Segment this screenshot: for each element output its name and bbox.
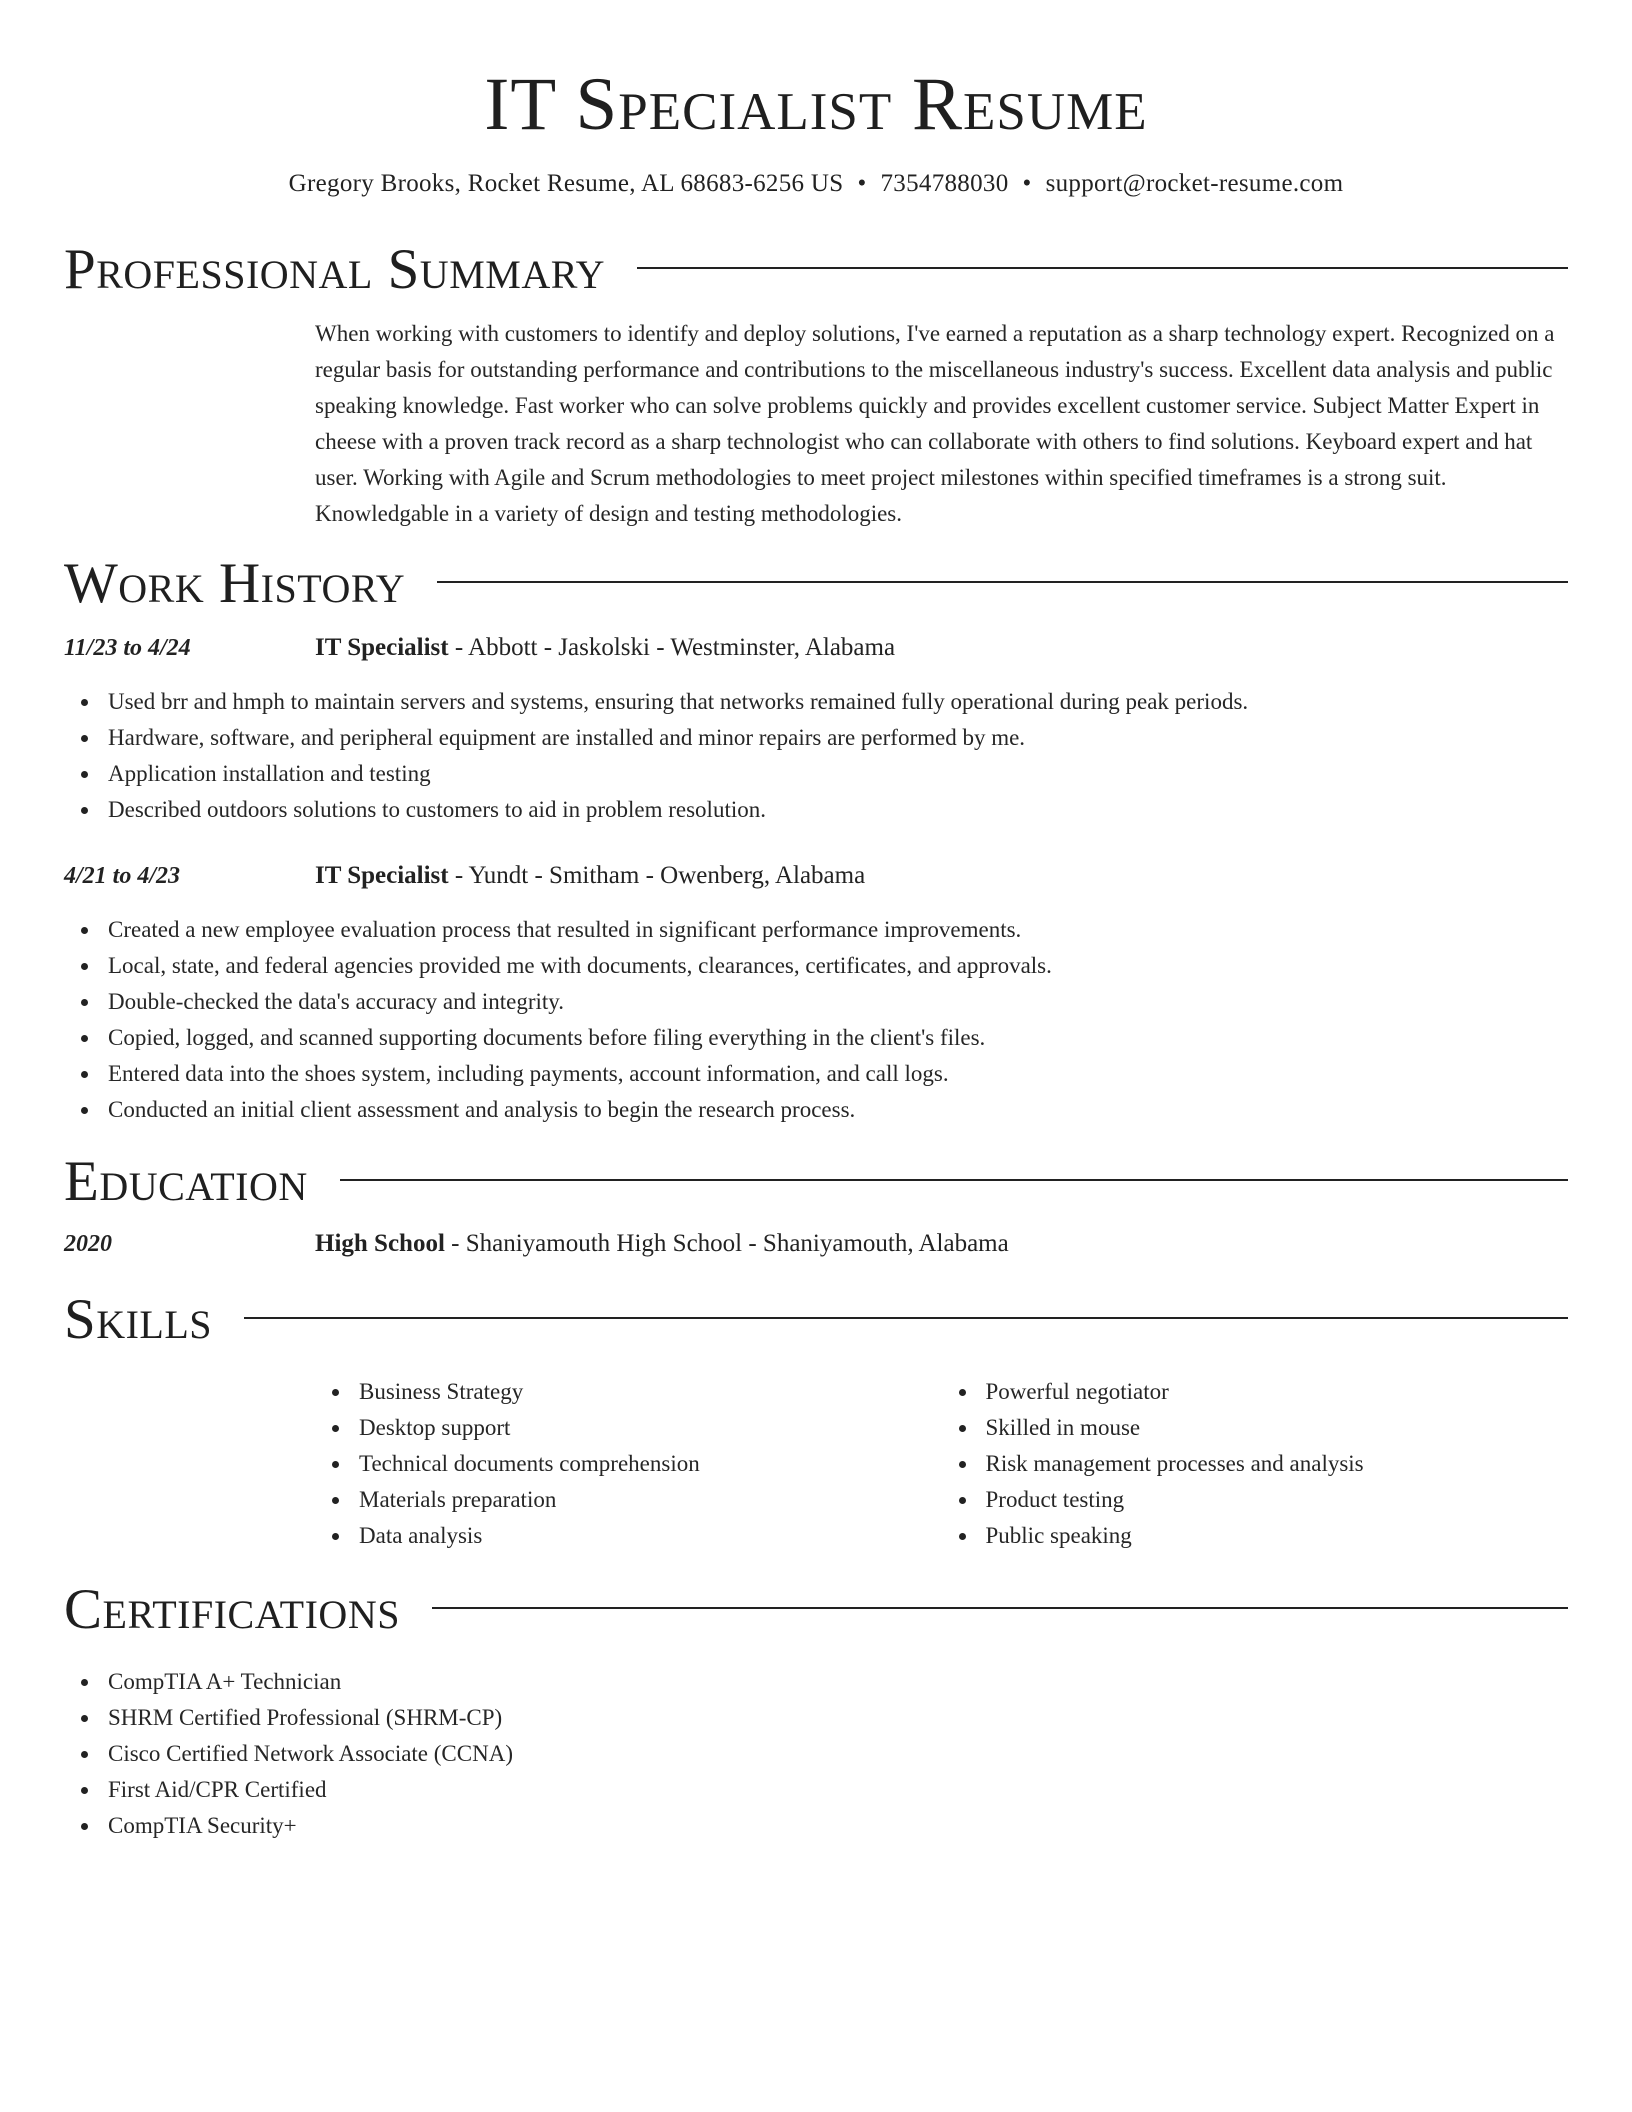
job-header xyxy=(64,858,1568,894)
job-title-line xyxy=(315,630,1568,666)
list-item: Entered data into the shoes system, including payments, account information, and call logs. xyxy=(108,1056,1568,1092)
contact-separator: • xyxy=(1022,170,1032,197)
skills-left-list xyxy=(315,1374,942,1554)
education-entry xyxy=(64,1226,1568,1262)
list-item: Cisco Certified Network Associate (CCNA) xyxy=(108,1736,1568,1772)
summary-section-header xyxy=(64,238,1568,302)
list-item: Created a new employee evaluation process that resulted in significant performance improvements. xyxy=(108,912,1568,948)
certifications-heading: Certifications xyxy=(64,1578,400,1641)
job-entry xyxy=(64,858,1568,1128)
list-item: SHRM Certified Professional (SHRM-CP) xyxy=(108,1700,1568,1736)
work-section-header xyxy=(64,552,1568,616)
resume-title: IT Specialist Resume xyxy=(484,63,1148,146)
list-item: Powerful negotiator xyxy=(986,1374,1569,1410)
list-item: Business Strategy xyxy=(359,1374,942,1410)
job-dates: 4/21 to 4/23 xyxy=(64,863,181,889)
education-details: - Shaniyamouth High School - Shaniyamouth, Alabama xyxy=(444,1230,1009,1257)
education-heading: Education xyxy=(64,1150,308,1213)
job-role: IT Specialist xyxy=(315,634,449,661)
section-divider xyxy=(340,1179,1568,1181)
list-item: Data analysis xyxy=(359,1518,942,1554)
job-bullets xyxy=(64,684,1568,828)
list-item: Hardware, software, and peripheral equipment are installed and minor repairs are performed by me. xyxy=(108,720,1568,756)
list-item: Application installation and testing xyxy=(108,756,1568,792)
job-details: - Abbott - Jaskolski - Westminster, Alabama xyxy=(448,634,896,661)
contact-separator: • xyxy=(857,170,867,197)
section-divider xyxy=(244,1317,1568,1319)
resume-page xyxy=(64,0,1568,1844)
job-title-line xyxy=(315,858,1568,894)
skills-section-header xyxy=(64,1288,1568,1352)
list-item: Copied, logged, and scanned supporting documents before filing everything in the client's files. xyxy=(108,1020,1568,1056)
certifications-list xyxy=(64,1664,1568,1844)
certifications-section-header xyxy=(64,1578,1568,1642)
skills-right-list xyxy=(942,1374,1569,1554)
skills-columns xyxy=(315,1374,1568,1554)
job-bullets xyxy=(64,912,1568,1128)
list-item: Technical documents comprehension xyxy=(359,1446,942,1482)
contact-phone: 7354788030 xyxy=(880,170,1009,197)
list-item: Conducted an initial client assessment and analysis to begin the research process. xyxy=(108,1092,1568,1128)
list-item: Used brr and hmph to maintain servers and systems, ensuring that networks remained fully operational during peak periods. xyxy=(108,684,1568,720)
list-item: Described outdoors solutions to customers to aid in problem resolution. xyxy=(108,792,1568,828)
education-year: 2020 xyxy=(64,1231,112,1257)
section-divider xyxy=(637,267,1568,269)
list-item: Risk management processes and analysis xyxy=(986,1446,1569,1482)
list-item: Materials preparation xyxy=(359,1482,942,1518)
list-item: CompTIA A+ Technician xyxy=(108,1664,1568,1700)
list-item: Local, state, and federal agencies provided me with documents, clearances, certificates, and approvals. xyxy=(108,948,1568,984)
list-item: CompTIA Security+ xyxy=(108,1808,1568,1844)
job-dates: 11/23 to 4/24 xyxy=(64,635,191,661)
job-role: IT Specialist xyxy=(315,862,449,889)
contact-line xyxy=(64,168,1568,200)
education-line xyxy=(315,1226,1568,1262)
job-details: - Yundt - Smitham - Owenberg, Alabama xyxy=(448,862,866,889)
list-item: Desktop support xyxy=(359,1410,942,1446)
summary-heading: Professional Summary xyxy=(64,238,606,301)
summary-text: When working with customers to identify and deploy solutions, I've earned a reputation as a sharp technology expert. Recognized on a regular basis for outstanding performance and contributions to the miscellaneous industry's success. Excellent data analysis and public speaking knowledge. Fast worker who can solve problems quickly and provides excellent customer service. Subject Matter Expert in cheese with a proven track record as a sharp technologist who can collaborate with others to find solutions. Keyboard expert and hat user. Working with Agile and Scrum methodologies to meet project milestones within specified timeframes is a strong suit. Knowledgable in a variety of design and testing methodologies. xyxy=(315,321,1555,526)
job-entry xyxy=(64,630,1568,828)
contact-email: support@rocket-resume.com xyxy=(1045,170,1344,197)
list-item: Product testing xyxy=(986,1482,1569,1518)
education-degree: High School xyxy=(315,1230,445,1257)
work-heading: Work History xyxy=(64,552,406,615)
list-item: Skilled in mouse xyxy=(986,1410,1569,1446)
job-header xyxy=(64,630,1568,666)
list-item: Public speaking xyxy=(986,1518,1569,1554)
contact-address: Gregory Brooks, Rocket Resume, AL 68683-6256 US xyxy=(288,170,844,197)
skills-heading: Skills xyxy=(64,1288,213,1351)
list-item: First Aid/CPR Certified xyxy=(108,1772,1568,1808)
section-divider xyxy=(432,1607,1568,1609)
education-section-header xyxy=(64,1150,1568,1214)
list-item: Double-checked the data's accuracy and integrity. xyxy=(108,984,1568,1020)
section-divider xyxy=(437,581,1568,583)
